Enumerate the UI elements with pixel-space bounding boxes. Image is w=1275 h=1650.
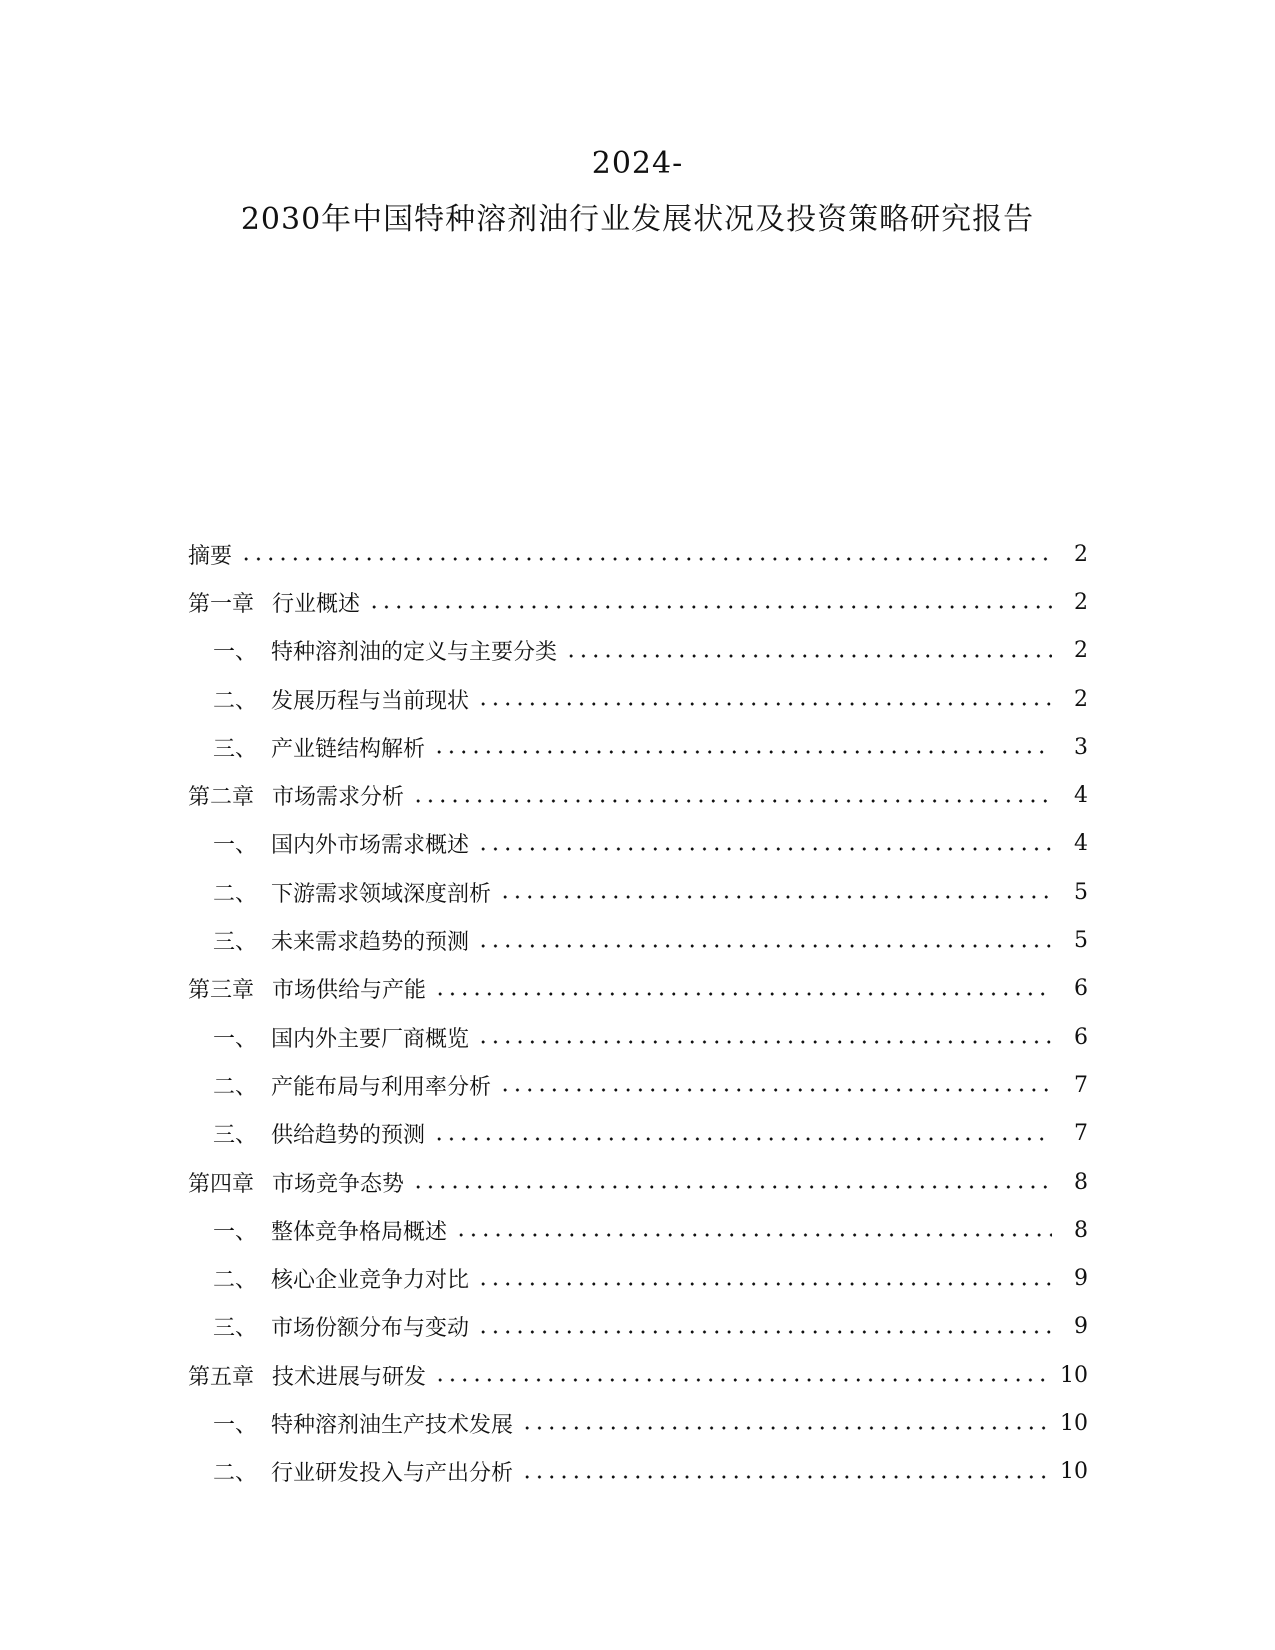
- toc-dot-leader: [565, 654, 1052, 658]
- toc-entry-label: [213, 1070, 491, 1101]
- toc-page-number: 10: [1060, 1362, 1088, 1388]
- toc-entry-number: 三、: [213, 736, 258, 762]
- toc-chapter-entry[interactable]: [188, 1351, 1088, 1399]
- toc-dot-leader: [240, 557, 1052, 561]
- toc-entry-title: 发展历程与当前现状: [271, 688, 470, 714]
- toc-section-entry[interactable]: [188, 1206, 1088, 1254]
- toc-entry-label: [213, 925, 469, 956]
- toc-section-entry[interactable]: [188, 1013, 1088, 1061]
- toc-entry-title: 整体竞争格局概述: [271, 1219, 448, 1245]
- toc-entry-label: [188, 780, 404, 811]
- toc-dot-leader: [499, 895, 1052, 899]
- toc-entry-label: [213, 684, 469, 715]
- toc-entry-label: [188, 1360, 426, 1391]
- toc-entry-number: 一、: [213, 1412, 258, 1438]
- toc-entry-number: 二、: [213, 1268, 258, 1294]
- toc-entry-title: 产能布局与利用率分析: [271, 1074, 492, 1100]
- toc-dot-leader: [477, 1040, 1052, 1044]
- toc-section-entry[interactable]: [188, 1448, 1088, 1496]
- toc-chapter-entry[interactable]: [188, 771, 1088, 819]
- toc-entry-number: 三、: [213, 1123, 258, 1149]
- toc-section-entry[interactable]: [188, 820, 1088, 868]
- toc-entry-label: [188, 973, 426, 1004]
- toc-entry-number: 第四章: [188, 1171, 255, 1197]
- toc-page-number: 7: [1074, 1072, 1088, 1098]
- toc-page-number: 2: [1074, 686, 1088, 712]
- toc-entry-title: 特种溶剂油的定义与主要分类: [271, 640, 558, 666]
- toc-dot-leader: [477, 1330, 1052, 1334]
- title-year-range-start: 2024-: [591, 146, 684, 181]
- toc-dot-leader: [455, 1233, 1052, 1237]
- toc-entry-number: 第三章: [188, 978, 255, 1004]
- toc-page-number: 9: [1074, 1314, 1088, 1340]
- toc-page-number: 2: [1074, 589, 1088, 615]
- toc-chapter-entry[interactable]: [188, 530, 1088, 578]
- toc-dot-leader: [412, 1185, 1052, 1189]
- toc-entry-label: [213, 1118, 425, 1149]
- toc-page-number: 4: [1074, 783, 1088, 809]
- toc-entry-title: 行业概述: [272, 591, 361, 617]
- toc-dot-leader: [412, 799, 1052, 803]
- toc-dot-leader: [433, 750, 1052, 754]
- toc-entry-title: 核心企业竞争力对比: [271, 1268, 470, 1294]
- toc-chapter-entry[interactable]: [188, 965, 1088, 1013]
- toc-dot-leader: [521, 1475, 1050, 1479]
- toc-dot-leader: [434, 992, 1052, 996]
- toc-entry-number: 二、: [213, 1074, 258, 1100]
- toc-entry-number: 三、: [213, 930, 258, 956]
- toc-page-number: 2: [1074, 638, 1088, 664]
- toc-entry-label: [213, 1311, 469, 1342]
- document-title: [0, 140, 1275, 244]
- toc-entry-number: 一、: [213, 1026, 258, 1052]
- toc-entry-title: 市场供给与产能: [272, 978, 427, 1004]
- toc-entry-title: 国内外市场需求概述: [271, 833, 470, 859]
- toc-entry-title: 特种溶剂油生产技术发展: [271, 1412, 514, 1438]
- toc-entry-label: [213, 635, 557, 666]
- toc-entry-label: [213, 877, 491, 908]
- toc-chapter-entry[interactable]: [188, 578, 1088, 626]
- toc-page-number: 5: [1074, 879, 1088, 905]
- toc-page-number: 4: [1074, 831, 1088, 857]
- toc-page-number: 5: [1074, 928, 1088, 954]
- table-of-contents: [188, 530, 1088, 1496]
- toc-entry-number: 三、: [213, 1316, 258, 1342]
- toc-page-number: 6: [1074, 976, 1088, 1002]
- toc-entry-title: 市场份额分布与变动: [271, 1316, 470, 1342]
- toc-entry-label: [213, 1263, 469, 1294]
- toc-dot-leader: [521, 1426, 1050, 1430]
- toc-entry-title: 产业链结构解析: [271, 736, 426, 762]
- toc-chapter-entry[interactable]: [188, 1158, 1088, 1206]
- toc-entry-title: 摘要: [188, 543, 233, 569]
- toc-entry-label: [188, 587, 360, 618]
- toc-section-entry[interactable]: [188, 627, 1088, 675]
- toc-entry-label: [188, 539, 232, 570]
- toc-entry-number: 第二章: [188, 785, 255, 811]
- toc-dot-leader: [477, 847, 1052, 851]
- toc-entry-title: 市场需求分析: [272, 785, 405, 811]
- toc-dot-leader: [499, 1088, 1052, 1092]
- title-main: 2030年中国特种溶剂油行业发展状况及投资策略研究报告: [240, 202, 1035, 237]
- toc-entry-label: [213, 1022, 469, 1053]
- toc-entry-label: [213, 1456, 513, 1487]
- toc-page-number: 2: [1074, 541, 1088, 567]
- toc-page-number: 8: [1074, 1169, 1088, 1195]
- toc-entry-title: 技术进展与研发: [272, 1364, 427, 1390]
- toc-entry-title: 国内外主要厂商概览: [271, 1026, 470, 1052]
- toc-entry-number: 一、: [213, 833, 258, 859]
- toc-page-number: 6: [1074, 1024, 1088, 1050]
- toc-entry-number: 一、: [213, 640, 258, 666]
- toc-section-entry[interactable]: [188, 916, 1088, 964]
- toc-entry-label: [188, 1167, 404, 1198]
- toc-page-number: 3: [1074, 734, 1088, 760]
- toc-dot-leader: [477, 702, 1052, 706]
- toc-page-number: 10: [1060, 1459, 1088, 1485]
- toc-entry-number: 二、: [213, 881, 258, 907]
- toc-dot-leader: [433, 1137, 1052, 1141]
- toc-section-entry[interactable]: [188, 675, 1088, 723]
- toc-page-number: 9: [1074, 1266, 1088, 1292]
- toc-entry-number: 二、: [213, 688, 258, 714]
- toc-entry-number: 第一章: [188, 591, 255, 617]
- toc-section-entry[interactable]: [188, 1399, 1088, 1447]
- toc-entry-title: 供给趋势的预测: [271, 1123, 426, 1149]
- toc-page-number: 8: [1074, 1217, 1088, 1243]
- toc-dot-leader: [434, 1378, 1050, 1382]
- toc-dot-leader: [368, 605, 1052, 609]
- toc-dot-leader: [477, 944, 1052, 948]
- toc-entry-number: 第五章: [188, 1364, 255, 1390]
- toc-entry-title: 市场竞争态势: [272, 1171, 405, 1197]
- toc-entry-label: [213, 1215, 447, 1246]
- toc-entry-label: [213, 732, 425, 763]
- toc-entry-number: 一、: [213, 1219, 258, 1245]
- toc-entry-title: 行业研发投入与产出分析: [271, 1461, 514, 1487]
- toc-section-entry[interactable]: [188, 1303, 1088, 1351]
- toc-section-entry[interactable]: [188, 1110, 1088, 1158]
- toc-entry-number: 二、: [213, 1461, 258, 1487]
- toc-entry-label: [213, 1408, 513, 1439]
- toc-section-entry[interactable]: [188, 1254, 1088, 1302]
- toc-page-number: 7: [1074, 1121, 1088, 1147]
- toc-page-number: 10: [1060, 1410, 1088, 1436]
- toc-section-entry[interactable]: [188, 868, 1088, 916]
- toc-section-entry[interactable]: [188, 723, 1088, 771]
- toc-section-entry[interactable]: [188, 1061, 1088, 1109]
- toc-dot-leader: [477, 1282, 1052, 1286]
- toc-entry-label: [213, 828, 469, 859]
- toc-entry-title: 下游需求领域深度剖析: [271, 881, 492, 907]
- toc-entry-title: 未来需求趋势的预测: [271, 930, 470, 956]
